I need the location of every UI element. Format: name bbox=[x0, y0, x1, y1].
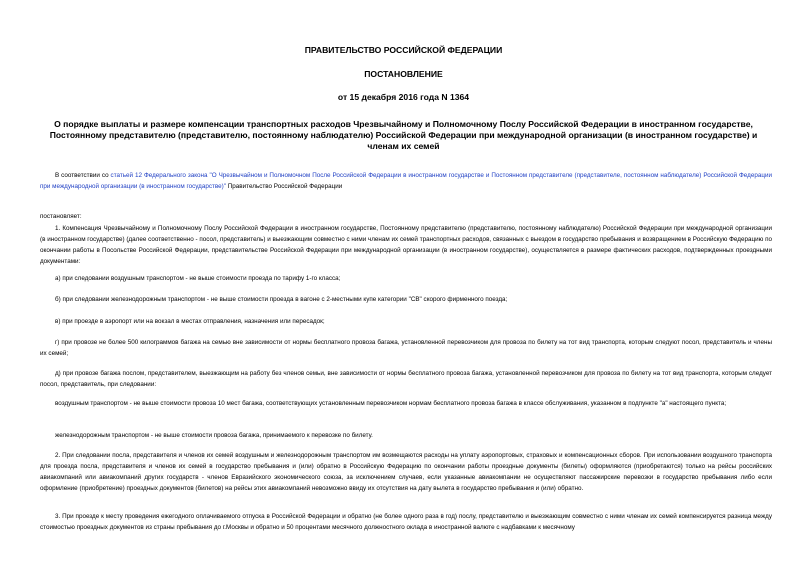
preamble-text-before: В соответствии со bbox=[55, 172, 111, 179]
subparagraph-b: б) при следовании железнодорожным транспортом - не выше стоимости проезда в вагоне с 2-местными купе категории "СВ" скорого фирменного поезда; bbox=[55, 296, 508, 303]
preamble bbox=[40, 170, 772, 192]
government-heading: ПРАВИТЕЛЬСТВО РОССИЙСКОЙ ФЕДЕРАЦИИ bbox=[304, 45, 503, 55]
rail-transport-clause: железнодорожным транспортом - не выше стоимости провоза багажа, принимаемого к перевозке по билету. bbox=[55, 432, 373, 439]
document-title: О порядке выплаты и размере компенсации транспортных расходов Чрезвычайному и Полномочному Послу Российской Федерации в иностранном государстве, Постоянному представителю (представителю, постоянному наблюдателю) Российской Федерации при международной организации (в иностранном государстве) и членам их семей bbox=[49, 119, 758, 151]
subparagraph-g: г) при провозе не более 500 килограммов багажа на семью вне зависимости от нормы бесплатного провоза багажа, установленной перевозчиком для провоза по билету на тот вид транспорта, которым следуют посол, представитель и члены их семей; bbox=[40, 339, 772, 357]
air-transport-clause: воздушным транспортом - не выше стоимости провоза 10 мест багажа, соответствующих установленным перевозчиком нормам бесплатного провоза багажа в классе обслуживания, указанном в подпункте "а" настоящего пункта; bbox=[55, 400, 727, 407]
subparagraph-v: в) при проезде в аэропорт или на вокзал в местах отправления, назначения или пересадок; bbox=[55, 318, 325, 325]
paragraph-3: 3. При проезде к месту проведения ежегодного оплачиваемого отпуска в Российской Федерации и обратно (не более одного раза в год) послу, представителю и выезжающим совместно с ними членам их семей компенсируется разница между стоимостью проездных документов из страны пребывания до г.Москвы и обратно и 50 процентами месячного должностного оклада в иностранной валюте с надбавками к месячному bbox=[40, 513, 772, 531]
subparagraph-d: д) при провозе багажа послом, представителем, выезжающим на работу без членов семьи, вне зависимости от нормы бесплатного провоза багажа, установленной перевозчиком для провоза по билету на тот вид транспорта, которым следует посол, представитель, при следовании: bbox=[40, 370, 772, 388]
law-article-link[interactable]: статьей 12 Федерального закона "О Чрезвычайном и Полномочном После Российской Федерации в иностранном государстве и Постоянном представителе (представителе, постоянном наблюдателе) Российской Федерации при международной организации (в иностранном государстве)" bbox=[40, 172, 772, 190]
document-date: от 15 декабря 2016 года N 1364 bbox=[337, 92, 470, 102]
resolves-line: постановляет: bbox=[40, 213, 82, 220]
document-type-heading: ПОСТАНОВЛЕНИЕ bbox=[364, 69, 443, 79]
paragraph-1: 1. Компенсация Чрезвычайному и Полномочному Послу Российской Федерации в иностранном государстве, Постоянному представителю (представителю, постоянному наблюдателю) Российской Федерации при международной организации (в иностранном государстве) (далее соответственно - посол, представитель) и выезжающим совместно с ними членам их семей транспортных расходов, связанных с выездом в государство пребывания и возвращением в Российскую Федерацию по окончании работы в Посольстве Российской Федерации, представительстве Российской Федерации при международной организации (в иностранном государстве), осуществляется в размере фактических расходов, подтвержденных проездными документами: bbox=[40, 225, 772, 265]
subparagraph-a: а) при следовании воздушным транспортом - не выше стоимости проезда по тарифу 1-го класса; bbox=[55, 275, 341, 282]
preamble-text-after: Правительство Российской Федерации bbox=[226, 183, 343, 190]
paragraph-2: 2. При следовании посла, представителя и членов их семей воздушным и железнодорожным транспортом им возмещаются расходы на уплату аэропортовых, страховых и компенсационных сборов. При использовании воздушного транспорта для проезда посла, представителя и членов их семей в государство пребывания и (или) обратно в Российскую Федерацию по окончании работы проездные документы (билеты) оформляются (приобретаются) только на рейсы российских авиакомпаний или авиакомпаний других государств - членов Евразийского экономического союза, за исключением случаев, если указанные авиакомпании не осуществляют пассажирские перевозки в государство пребывания либо если оформление (приобретение) проездных документов (билетов) на рейсы этих авиакомпаний невозможно ввиду их отсутствия на дату вылета в государство пребывания и (или) обратно. bbox=[40, 452, 772, 492]
